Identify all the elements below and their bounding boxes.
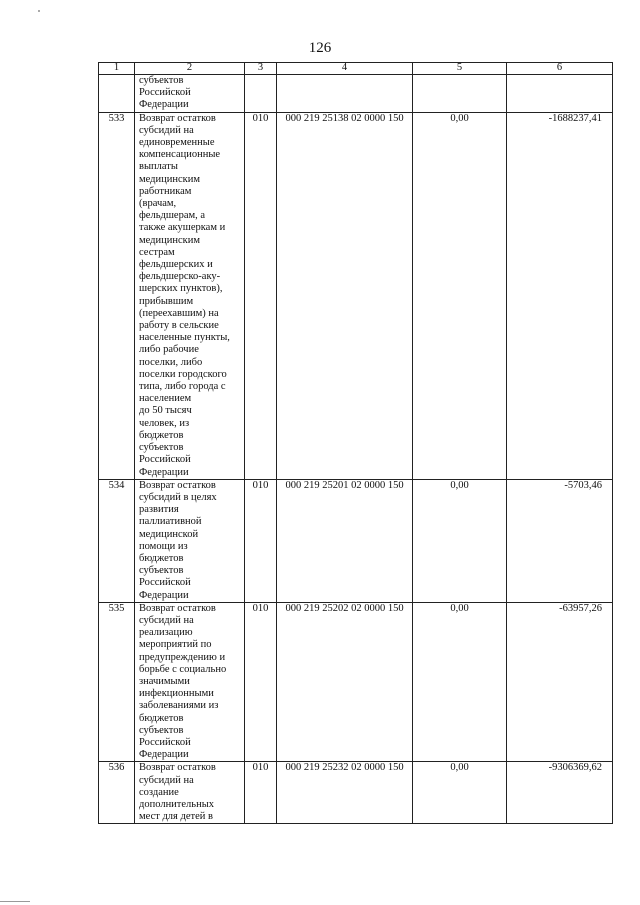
budget-table [98, 62, 613, 824]
row-kbk: 000 219 25232 02 0000 150 [277, 762, 413, 824]
kbk-cell [277, 75, 413, 113]
continuation-text: субъектов Российской Федерации [135, 75, 245, 113]
code-cell [245, 75, 277, 113]
column-number: 4 [277, 63, 413, 75]
row-value-col6: -63957,26 [507, 602, 613, 762]
row-kbk: 000 219 25202 02 0000 150 [277, 602, 413, 762]
row-code: 010 [245, 762, 277, 824]
row-code: 010 [245, 479, 277, 602]
row-number: 534 [99, 479, 135, 602]
row-value-col5: 0,00 [413, 762, 507, 824]
row-number: 533 [99, 112, 135, 479]
column-number: 2 [135, 63, 245, 75]
row-value-col5: 0,00 [413, 479, 507, 602]
row-value-col5: 0,00 [413, 602, 507, 762]
column-number-row [99, 63, 613, 75]
row-value-col6: -9306369,62 [507, 762, 613, 824]
column-number: 3 [245, 63, 277, 75]
row-code: 010 [245, 112, 277, 479]
row-kbk: 000 219 25201 02 0000 150 [277, 479, 413, 602]
row-number: 535 [99, 602, 135, 762]
value-cell [413, 75, 507, 113]
column-number: 5 [413, 63, 507, 75]
continuation-row [99, 75, 613, 113]
table-row [99, 112, 613, 479]
page-number: 126 [308, 40, 332, 56]
column-number: 6 [507, 63, 613, 75]
scan-edge-line [0, 901, 30, 902]
scan-speck [38, 10, 40, 12]
table-row [99, 602, 613, 762]
row-kbk: 000 219 25138 02 0000 150 [277, 112, 413, 479]
row-number-cell [99, 75, 135, 113]
row-number: 536 [99, 762, 135, 824]
row-value-col6: -1688237,41 [507, 112, 613, 479]
row-description: Возврат остатков субсидий на реализацию мероприятий по предупреждению и борьбе с социально значимыми инфекционными заболеваниями из бюджетов субъектов Российской Федерации [135, 602, 245, 762]
row-value-col6: -5703,46 [507, 479, 613, 602]
row-value-col5: 0,00 [413, 112, 507, 479]
row-code: 010 [245, 602, 277, 762]
table-row [99, 479, 613, 602]
row-description: Возврат остатков субсидий в целях развития паллиативной медицинской помощи из бюджетов субъектов Российской Федерации [135, 479, 245, 602]
amount-cell [507, 75, 613, 113]
table-row [99, 762, 613, 824]
row-description: Возврат остатков субсидий на создание дополнительных мест для детей в [135, 762, 245, 824]
row-description: Возврат остатков субсидий на единовременные компенсационные выплаты медицинским работникам (врачам, фельдшерам, а также акушеркам и медицинским сестрам фельдшерских и фельдшерско-аку- шерских пунктов), прибывшим (переехавшим) на работу в сельские населенные пункты, либо рабочие поселки, либо поселки городского типа, либо города с населением до 50 тысяч человек, из бюджетов субъектов Российской Федерации [135, 112, 245, 479]
column-number: 1 [99, 63, 135, 75]
